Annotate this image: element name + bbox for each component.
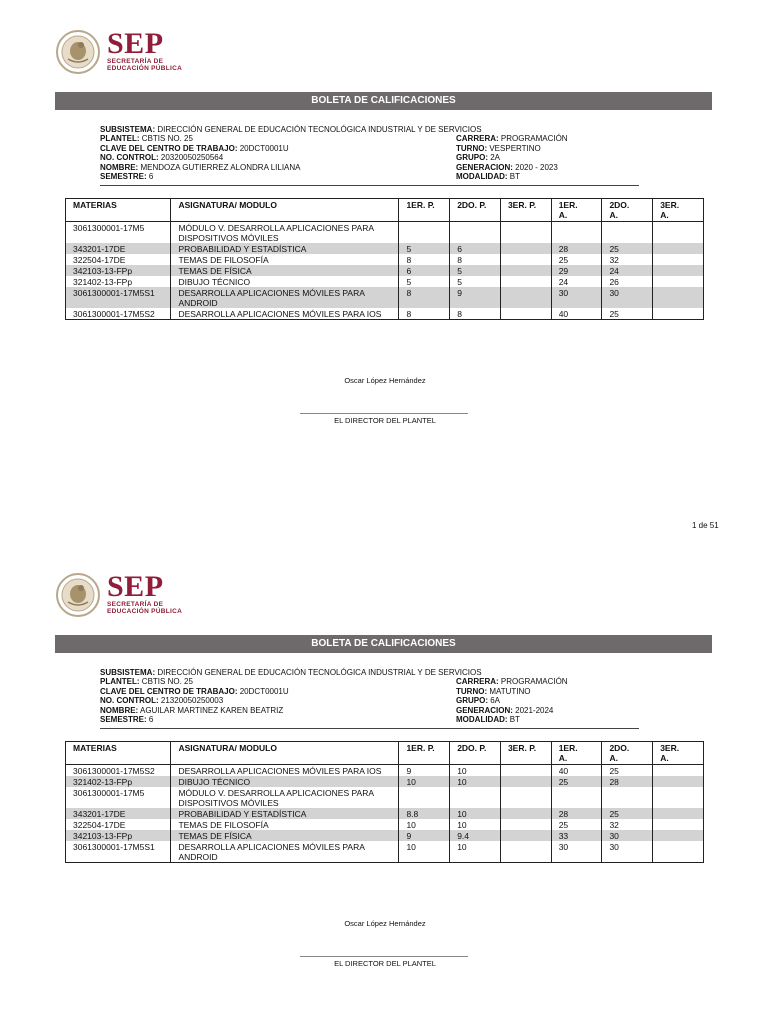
cell-a3 xyxy=(653,830,704,841)
cell-p1 xyxy=(399,222,450,244)
cell-p1: 6 xyxy=(399,265,450,276)
plantel-value: CBTIS NO. 25 xyxy=(141,134,193,144)
cell-materia: 322504-17DE xyxy=(66,819,171,830)
cell-p1: 9 xyxy=(399,765,450,777)
table-row xyxy=(66,276,704,287)
plantel-value: CBTIS NO. 25 xyxy=(141,677,193,687)
cell-materia: 343201-17DE xyxy=(66,808,171,819)
cell-p1: 5 xyxy=(399,276,450,287)
cell-a1: 40 xyxy=(551,308,602,320)
table-row xyxy=(66,776,704,787)
cell-a3 xyxy=(653,787,704,808)
cell-p2: 8 xyxy=(450,254,501,265)
subsistema-value: DIRECCIÓN GENERAL DE EDUCACIÓN TECNOLÓGICA INDUSTRIAL Y DE SERVICIOS xyxy=(157,125,482,134)
cell-p3 xyxy=(500,776,551,787)
semestre-value: 6 xyxy=(148,172,154,182)
cell-a3 xyxy=(653,254,704,265)
column-header: ASIGNATURA/ MODULO xyxy=(171,742,399,765)
page-number: 1 de 51 xyxy=(692,521,719,530)
cell-materia: 3061300001-17M5S2 xyxy=(66,765,171,777)
column-header: 2DO. P. xyxy=(450,199,501,222)
report-title: BOLETA DE CALIFICACIONES xyxy=(55,635,712,653)
grades-table xyxy=(65,198,704,320)
column-header: ASIGNATURA/ MODULO xyxy=(171,199,399,222)
director-name: Oscar López Hernández xyxy=(344,376,426,385)
cell-a3 xyxy=(653,243,704,254)
cell-p2: 9.4 xyxy=(450,830,501,841)
cell-materia: 342103-13-FPp xyxy=(66,265,171,276)
signature-line xyxy=(300,413,468,414)
cell-asignatura: DESARROLLA APLICACIONES MÓVILES PARA ANDROID xyxy=(171,287,399,308)
modalidad-value: BT xyxy=(509,172,521,182)
cell-p1: 8 xyxy=(399,308,450,320)
cell-p2: 10 xyxy=(450,841,501,863)
cell-p3 xyxy=(500,265,551,276)
table-row xyxy=(66,287,704,308)
cell-a3 xyxy=(653,776,704,787)
cell-p2: 8 xyxy=(450,308,501,320)
column-header: 2DO. P. xyxy=(450,742,501,765)
cell-asignatura: TEMAS DE FÍSICA xyxy=(171,830,399,841)
cell-a1: 30 xyxy=(551,841,602,863)
table-body xyxy=(66,222,704,320)
cell-p1: 9 xyxy=(399,830,450,841)
semestre-value: 6 xyxy=(148,715,154,725)
table-row xyxy=(66,787,704,808)
column-header: 3ER. A. xyxy=(653,199,704,222)
cell-materia: 321402-13-FPp xyxy=(66,776,171,787)
signature-line xyxy=(300,956,468,957)
cell-p2: 10 xyxy=(450,819,501,830)
table-row xyxy=(66,243,704,254)
brand-text: SEP xyxy=(107,570,164,603)
table-row xyxy=(66,308,704,320)
cell-materia: 3061300001-17M5 xyxy=(66,222,171,244)
cell-a1: 28 xyxy=(551,243,602,254)
cell-asignatura: DIBUJO TÉCNICO xyxy=(171,776,399,787)
cell-a3 xyxy=(653,808,704,819)
control-value: 20320050250564 xyxy=(160,153,224,163)
clave-value: 20DCT0001U xyxy=(239,686,289,696)
divider xyxy=(100,185,639,186)
column-header: 1ER. P. xyxy=(399,199,450,222)
student-info-right: CARRERA: PROGRAMACIÓN TURNO: VESPERTINO GRUPO: 2A GENERACION: 2020 - 2023 MODALIDAD: BT xyxy=(456,134,568,182)
cell-p3 xyxy=(500,276,551,287)
cell-a3 xyxy=(653,222,704,244)
cell-materia: 3061300001-17M5 xyxy=(66,787,171,808)
cell-a1: 25 xyxy=(551,254,602,265)
cell-p2 xyxy=(450,787,501,808)
grupo-value: 2A xyxy=(490,153,501,163)
table-row xyxy=(66,808,704,819)
cell-a2 xyxy=(602,787,653,808)
cell-p2: 10 xyxy=(450,776,501,787)
cell-a1: 25 xyxy=(551,776,602,787)
column-header: MATERIAS xyxy=(66,742,171,765)
report-title: BOLETA DE CALIFICACIONES xyxy=(55,92,712,110)
cell-asignatura: TEMAS DE FILOSOFÍA xyxy=(171,819,399,830)
cell-asignatura: MÓDULO V. DESARROLLA APLICACIONES PARA DISPOSITIVOS MÓVILES xyxy=(171,222,399,244)
table-row xyxy=(66,265,704,276)
divider xyxy=(100,728,639,729)
cell-a2: 25 xyxy=(602,808,653,819)
cell-p1: 8.8 xyxy=(399,808,450,819)
cell-materia: 322504-17DE xyxy=(66,254,171,265)
cell-asignatura: TEMAS DE FÍSICA xyxy=(171,265,399,276)
cell-a1 xyxy=(551,222,602,244)
cell-asignatura: DESARROLLA APLICACIONES MÓVILES PARA IOS xyxy=(171,308,399,320)
cell-a3 xyxy=(653,841,704,863)
turno-value: MATUTINO xyxy=(489,686,531,696)
cell-p2: 9 xyxy=(450,287,501,308)
cell-a2: 25 xyxy=(602,765,653,777)
cell-materia: 343201-17DE xyxy=(66,243,171,254)
column-header: 3ER. A. xyxy=(653,742,704,765)
cell-a2: 24 xyxy=(602,265,653,276)
cell-a2: 32 xyxy=(602,819,653,830)
brand-subtitle: SECRETARÍA DE EDUCACIÓN PÚBLICA xyxy=(107,601,183,615)
column-header: 1ER. P. xyxy=(399,742,450,765)
cell-a1: 25 xyxy=(551,819,602,830)
table-body xyxy=(66,765,704,863)
generacion-value: 2020 - 2023 xyxy=(515,162,558,172)
cell-asignatura: DIBUJO TÉCNICO xyxy=(171,276,399,287)
nombre-value: MENDOZA GUTIERREZ ALONDRA LILIANA xyxy=(140,162,301,172)
column-header: 2DO. A. xyxy=(602,199,653,222)
brand-subtitle: SECRETARÍA DE EDUCACIÓN PÚBLICA xyxy=(107,58,183,72)
cell-a2: 30 xyxy=(602,287,653,308)
cell-asignatura: DESARROLLA APLICACIONES MÓVILES PARA ANDROID xyxy=(171,841,399,863)
cell-a3 xyxy=(653,308,704,320)
student-info-left: SUBSISTEMA: DIRECCIÓN GENERAL DE EDUCACIÓN TECNOLÓGICA INDUSTRIAL Y DE SERVICIOS PLANTEL: CBTIS NO. 25 CLAVE DEL CENTRO DE TRABAJO: 20DCT0001U NO. CONTROL: 21320050250003 NOMBRE: AGUILAR MARTINEZ KAREN BEATRIZ SEMESTRE: 6 xyxy=(100,668,482,725)
column-header: 3ER. P. xyxy=(500,742,551,765)
table-row xyxy=(66,254,704,265)
cell-p2: 10 xyxy=(450,765,501,777)
cell-materia: 3061300001-17M5S1 xyxy=(66,287,171,308)
column-header: MATERIAS xyxy=(66,199,171,222)
cell-a1 xyxy=(551,787,602,808)
cell-p1: 8 xyxy=(399,287,450,308)
table-header-row xyxy=(66,742,704,765)
cell-p3 xyxy=(500,841,551,863)
table-row xyxy=(66,841,704,863)
turno-value: VESPERTINO xyxy=(489,143,541,153)
nombre-value: AGUILAR MARTINEZ KAREN BEATRIZ xyxy=(140,705,284,715)
cell-p3 xyxy=(500,830,551,841)
cell-a3 xyxy=(653,265,704,276)
cell-p3 xyxy=(500,243,551,254)
cell-p1: 5 xyxy=(399,243,450,254)
column-header: 1ER. A. xyxy=(551,199,602,222)
cell-a1: 29 xyxy=(551,265,602,276)
cell-p3 xyxy=(500,819,551,830)
cell-a2: 32 xyxy=(602,254,653,265)
cell-asignatura: DESARROLLA APLICACIONES MÓVILES PARA IOS xyxy=(171,765,399,777)
cell-a2: 28 xyxy=(602,776,653,787)
director-title: EL DIRECTOR DEL PLANTEL xyxy=(334,416,436,425)
cell-p1: 8 xyxy=(399,254,450,265)
director-title: EL DIRECTOR DEL PLANTEL xyxy=(334,959,436,968)
cell-a1: 30 xyxy=(551,287,602,308)
carrera-value: PROGRAMACIÓN xyxy=(500,677,568,687)
cell-a1: 33 xyxy=(551,830,602,841)
table-row xyxy=(66,765,704,777)
sep-logo xyxy=(55,29,195,75)
table-header-row xyxy=(66,199,704,222)
table-row xyxy=(66,819,704,830)
cell-p1: 10 xyxy=(399,776,450,787)
cell-p3 xyxy=(500,287,551,308)
modalidad-value: BT xyxy=(509,715,521,725)
clave-value: 20DCT0001U xyxy=(239,143,289,153)
cell-p3 xyxy=(500,787,551,808)
column-header: 2DO. A. xyxy=(602,742,653,765)
student-info-left: SUBSISTEMA: DIRECCIÓN GENERAL DE EDUCACIÓN TECNOLÓGICA INDUSTRIAL Y DE SERVICIOS PLANTEL: CBTIS NO. 25 CLAVE DEL CENTRO DE TRABAJO: 20DCT0001U NO. CONTROL: 20320050250564 NOMBRE: MENDOZA GUTIERREZ ALONDRA LILIANA SEMESTRE: 6 xyxy=(100,125,482,182)
cell-p1: 10 xyxy=(399,819,450,830)
carrera-value: PROGRAMACIÓN xyxy=(500,134,568,144)
mexico-seal-icon xyxy=(55,572,101,618)
table-row xyxy=(66,830,704,841)
student-info-right: CARRERA: PROGRAMACIÓN TURNO: MATUTINO GRUPO: 6A GENERACION: 2021-2024 MODALIDAD: BT xyxy=(456,677,568,725)
cell-a2: 25 xyxy=(602,308,653,320)
cell-a3 xyxy=(653,765,704,777)
control-value: 21320050250003 xyxy=(160,696,224,706)
cell-p2 xyxy=(450,222,501,244)
grupo-value: 6A xyxy=(490,696,501,706)
cell-a2: 30 xyxy=(602,841,653,863)
cell-asignatura: TEMAS DE FILOSOFÍA xyxy=(171,254,399,265)
cell-asignatura: PROBABILIDAD Y ESTADÍSTICA xyxy=(171,808,399,819)
cell-materia: 3061300001-17M5S2 xyxy=(66,308,171,320)
mexico-seal-icon xyxy=(55,29,101,75)
cell-p2: 5 xyxy=(450,265,501,276)
cell-p3 xyxy=(500,808,551,819)
column-header: 3ER. P. xyxy=(500,199,551,222)
subsistema-value: DIRECCIÓN GENERAL DE EDUCACIÓN TECNOLÓGICA INDUSTRIAL Y DE SERVICIOS xyxy=(157,668,482,677)
cell-p2: 5 xyxy=(450,276,501,287)
cell-p3 xyxy=(500,765,551,777)
cell-a3 xyxy=(653,276,704,287)
cell-a2: 30 xyxy=(602,830,653,841)
cell-a3 xyxy=(653,287,704,308)
generacion-value: 2021-2024 xyxy=(515,705,554,715)
cell-a3 xyxy=(653,819,704,830)
cell-p1 xyxy=(399,787,450,808)
cell-a1: 24 xyxy=(551,276,602,287)
cell-p3 xyxy=(500,308,551,320)
cell-p3 xyxy=(500,222,551,244)
cell-p2: 6 xyxy=(450,243,501,254)
cell-materia: 321402-13-FPp xyxy=(66,276,171,287)
cell-materia: 3061300001-17M5S1 xyxy=(66,841,171,863)
director-name: Oscar López Hernández xyxy=(344,919,426,928)
cell-materia: 342103-13-FPp xyxy=(66,830,171,841)
cell-asignatura: MÓDULO V. DESARROLLA APLICACIONES PARA DISPOSITIVOS MÓVILES xyxy=(171,787,399,808)
cell-a1: 28 xyxy=(551,808,602,819)
cell-p2: 10 xyxy=(450,808,501,819)
cell-p1: 10 xyxy=(399,841,450,863)
column-header: 1ER. A. xyxy=(551,742,602,765)
sep-logo xyxy=(55,572,195,618)
cell-a2: 26 xyxy=(602,276,653,287)
brand-text: SEP xyxy=(107,27,164,60)
cell-asignatura: PROBABILIDAD Y ESTADÍSTICA xyxy=(171,243,399,254)
cell-p3 xyxy=(500,254,551,265)
cell-a1: 40 xyxy=(551,765,602,777)
cell-a2 xyxy=(602,222,653,244)
table-row xyxy=(66,222,704,244)
cell-a2: 25 xyxy=(602,243,653,254)
grades-table xyxy=(65,741,704,863)
